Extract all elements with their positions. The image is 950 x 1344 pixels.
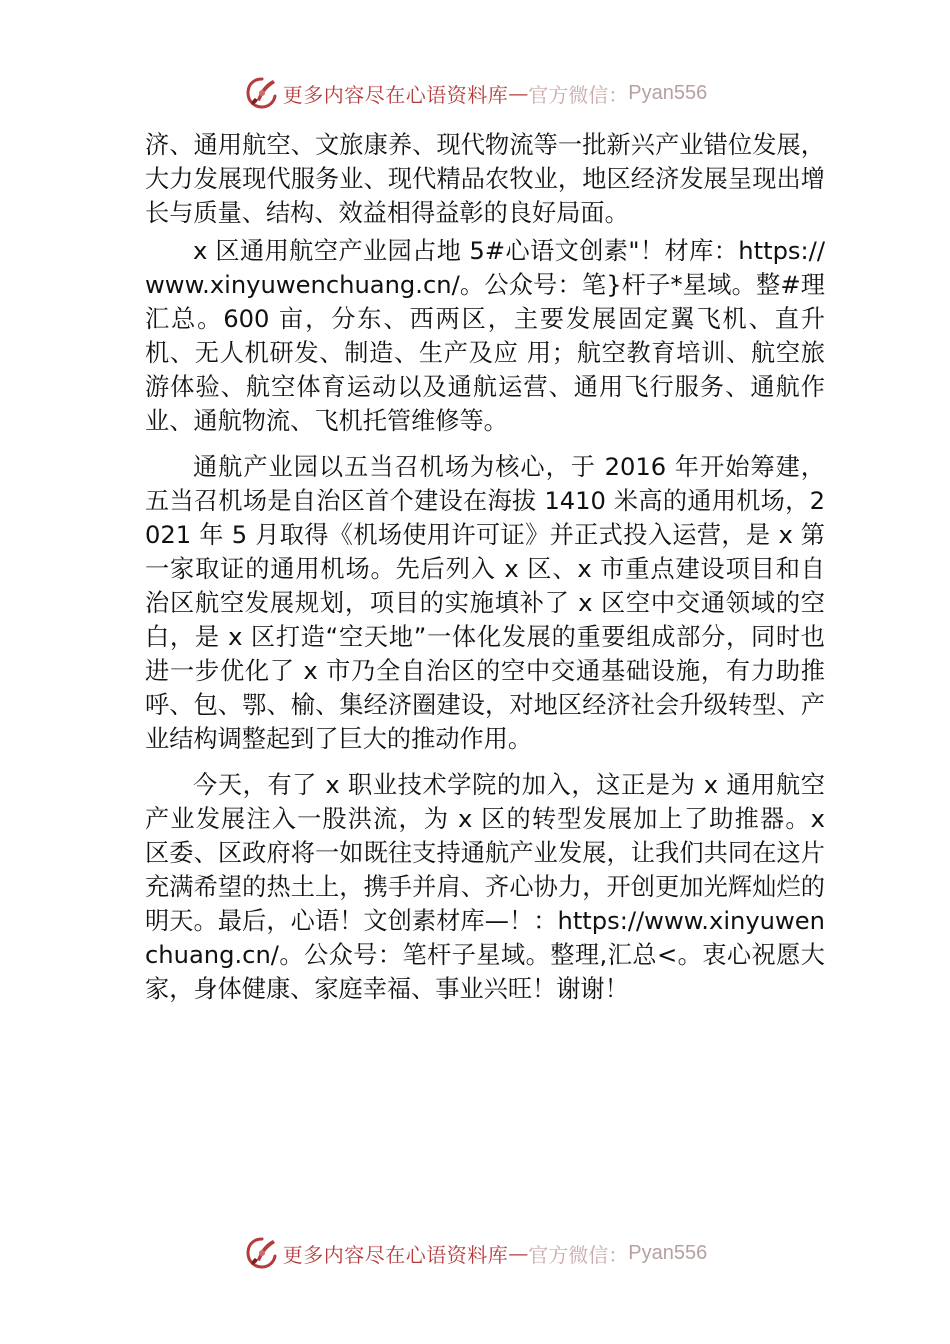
document-body	[145, 128, 825, 1018]
footer-separator: —	[508, 1241, 529, 1265]
footer-banner	[0, 1233, 950, 1273]
header-banner	[0, 73, 950, 113]
quill-logo-icon	[243, 1234, 281, 1272]
header-wechat-id: Pyan556	[628, 81, 708, 104]
paragraph-3: 通航产业园以五当召机场为核心，于 2016 年开始筹建，五当召机场是自治区首个建设在海拔 1410 米高的通用机场，2021 年 5 月取得《机场使用许可证》并正式投入运营，是 x 第一家取证的通用机场。先后列入 x 区、x 市重点建设项目和自治区航空发展规划，项目的实施填补了 x 区空中交通领域的空白，是 x 区打造“空天地”一体化发展的重要组成部分，同时也进一步优化了 x 市乃全自治区的空中交通基础设施，有力助推呼、包、鄂、榆、集经济圈建设，对地区经济社会升级转型、产业结构调整起到了巨大的推动作用。	[145, 453, 825, 753]
paragraph-1: 济、通用航空、文旅康养、现代物流等一批新兴产业错位发展，大力发展现代服务业、现代精品农牧业，地区经济发展呈现出增长与质量、结构、效益相得益彰的良好局面。	[145, 131, 825, 227]
footer-brand-text: 更多内容尽在心语资料库	[282, 1242, 509, 1267]
paragraph-2: x 区通用航空产业园占地 5#心语文创素"！材库：https://www.xinyuwenchuang.cn/。公众号：笔}杆子*星域。整#理汇总。600 亩，分东、西两区，主要发展固定翼飞机、直升机、无人机研发、制造、生产及应 用；航空教育培训、航空旅游体验、航空体育运动以及通航运营、通用飞行服务、通航作业、通航物流、飞机托管维修等。	[145, 237, 825, 435]
header-wechat-label: 官方微信：	[528, 82, 629, 107]
footer-wechat-label: 官方微信：	[528, 1242, 629, 1267]
quill-logo-icon	[243, 74, 281, 112]
paragraph-4: 今天，有了 x 职业技术学院的加入，这正是为 x 通用航空产业发展注入一股洪流，为 x 区的转型发展加上了助推器。x 区委、区政府将一如既往支持通航产业发展，让我们共同在这片充满希望的热土上，携手并肩、齐心协力，开创更加光辉灿烂的明天。最后，心语！文创素材库—！：https://www.xinyuwenchuang.cn/。公众号：笔杆子星域。整理,汇总<。衷心祝愿大家，身体健康、家庭幸福、事业兴旺！谢谢！	[145, 771, 825, 1003]
header-brand-text: 更多内容尽在心语资料库	[282, 82, 509, 107]
header-separator: —	[508, 81, 529, 105]
footer-wechat-id: Pyan556	[628, 1241, 708, 1264]
